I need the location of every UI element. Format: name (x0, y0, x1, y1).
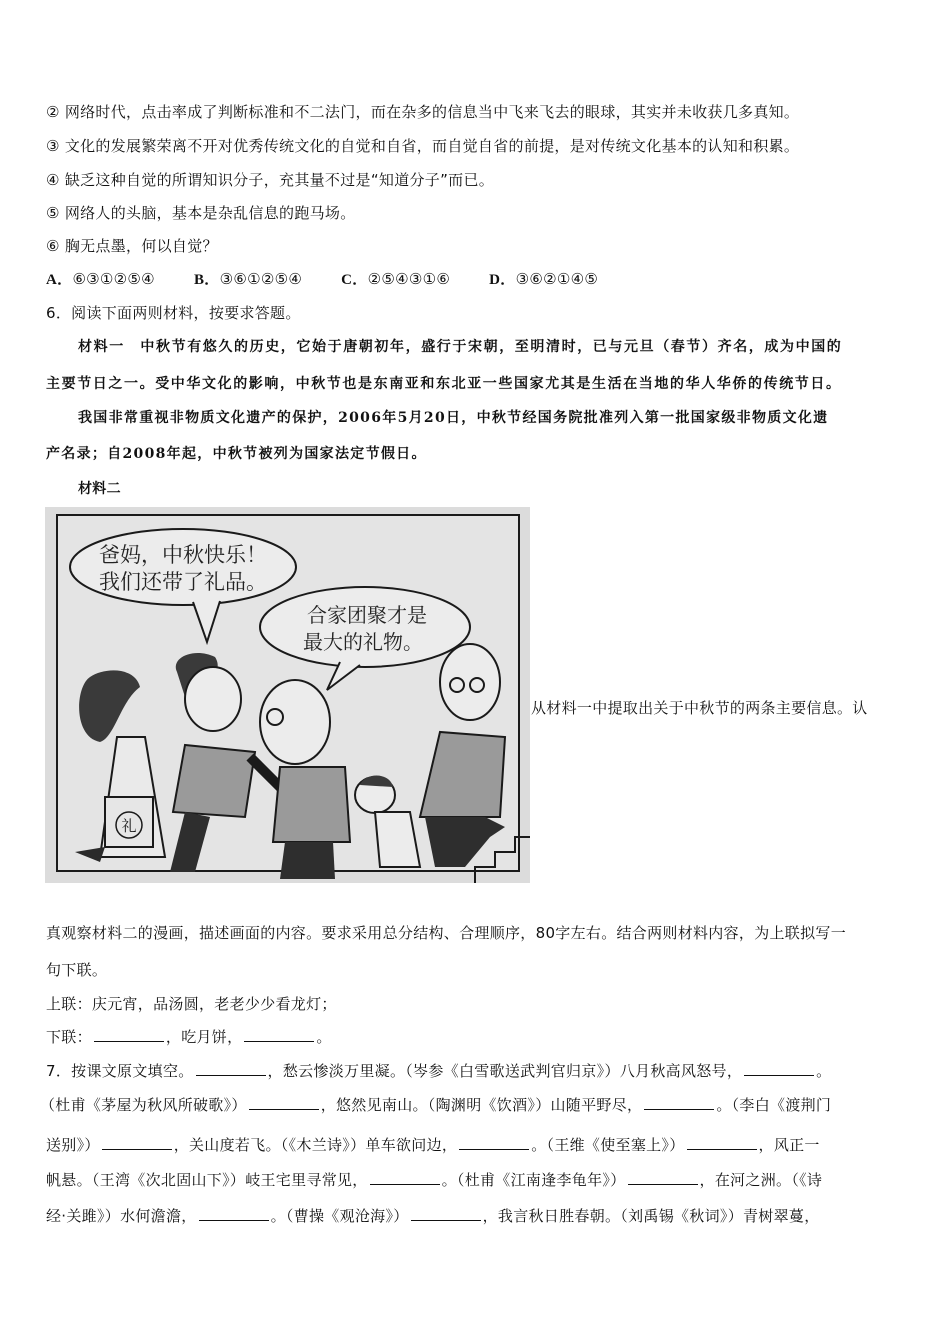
bubble2-line2: 最大的礼物。 (303, 630, 423, 654)
q7-blank-5[interactable] (102, 1135, 172, 1150)
couplet-upper: 上联：庆元宵，品汤圆，老老少少看龙灯； (46, 995, 337, 1013)
q7-line4: 帆悬。（王湾《次北固山下》）岐王宅里寻常见， 。（杜甫《江南逢李龟年》） ，在河之洲。（《诗 (46, 1171, 823, 1189)
q7-blank-6[interactable] (459, 1135, 529, 1150)
q7-blank-10[interactable] (199, 1206, 269, 1221)
mid-autumn-comic-illustration (45, 507, 530, 883)
q5-item-6: ⑥ 胸无点墨，何以自觉？ (46, 237, 218, 255)
q5-item-3: ③ 文化的发展繁荣离不开对优秀传统文化的自觉和自省，而自觉自省的前提，是对传统文化基本的认知和积累。 (46, 137, 800, 155)
couplet-lower: 下联： ，吃月饼， 。 (46, 1028, 332, 1046)
bubble1-line2: 我们还带了礼品。 (99, 570, 267, 594)
q6-title: 6．阅读下面两则材料，按要求答题。 (46, 304, 301, 322)
option-d[interactable]: D．③⑥②①④⑤ (489, 270, 599, 288)
bubble1-line1: 爸妈，中秋快乐！ (99, 543, 267, 567)
material2-label: 材料二 (78, 481, 121, 497)
q7-line3: 送别》） ，关山度若飞。（《木兰诗》）单车欲问边， 。（王维《使至塞上》） ，风正一 (46, 1136, 820, 1154)
q6-task-line1: 从材料一中提取出关于中秋节的两条主要信息。认 (531, 699, 868, 717)
q7-blank-4[interactable] (644, 1095, 714, 1110)
q5-item-5: ⑤ 网络人的头脑，基本是杂乱信息的跑马场。 (46, 204, 356, 222)
couplet-blank-2[interactable] (244, 1027, 314, 1042)
comic-image (45, 507, 530, 883)
option-b[interactable]: B．③⑥①②⑤④ (194, 270, 303, 288)
q7-blank-7[interactable] (687, 1135, 757, 1150)
q7-blank-11[interactable] (411, 1206, 481, 1221)
q7-line1: 7．按课文原文填空。 ，愁云惨淡万里凝。（岑参《白雪歌送武判官归京》）八月秋高风怒号， 。 (46, 1062, 832, 1080)
q7-blank-9[interactable] (628, 1170, 698, 1185)
material1-p2-line2: 产名录；自2008年起，中秋节被列为国家法定节假日。 (46, 446, 427, 462)
q5-options (46, 269, 632, 290)
bubble2-line1: 合家团聚才是 (307, 603, 427, 627)
q7-line5: 经·关雎》）水何澹澹， 。（曹操《观沧海》） ，我言秋日胜春朝。（刘禹锡《秋词》）青树翠蔓， (46, 1207, 820, 1225)
q7-line2: （杜甫《茅屋为秋风所破歌》） ，悠然见南山。（陶渊明《饮酒》）山随平野尽， 。（李白《渡荆门 (40, 1096, 832, 1114)
q5-item-4: ④ 缺乏这种自觉的所谓知识分子，充其量不过是“知道分子”而已。 (46, 171, 495, 189)
material1-p1-line2: 主要节日之一。受中华文化的影响，中秋节也是东南亚和东北亚一些国家尤其是生活在当地的华人华侨的传统节日。 (46, 376, 842, 392)
material1-p2-line1: 我国非常重视非物质文化遗产的保护，2006年5月20日，中秋节经国务院批准列入第一批国家级非物质文化遗 (78, 410, 829, 426)
q6-task-line2: 真观察材料二的漫画，描述画面的内容。要求采用总分结构、合理顺序，80字左右。结合两则材料内容，为上联拟写一 (46, 924, 846, 942)
material1-p1-line1: 材料一 中秋节有悠久的历史，它始于唐朝初年，盛行于宋朝，至明清时，已与元旦（春节）齐名，成为中国的 (78, 339, 843, 355)
gift-bag-label: 礼 (121, 817, 137, 835)
option-c[interactable]: C．②⑤④③①⑥ (341, 270, 451, 288)
q7-blank-8[interactable] (370, 1170, 440, 1185)
couplet-blank-1[interactable] (94, 1027, 164, 1042)
option-a[interactable]: A．⑥③①②⑤④ (46, 270, 155, 288)
q5-item-2: ② 网络时代，点击率成了判断标准和不二法门，而在杂多的信息当中飞来飞去的眼球，其实并未收获几多真知。 (46, 103, 800, 121)
q7-blank-1[interactable] (196, 1061, 266, 1076)
q6-task-line3: 句下联。 (46, 961, 108, 979)
q7-blank-2[interactable] (744, 1061, 814, 1076)
q7-blank-3[interactable] (249, 1095, 319, 1110)
